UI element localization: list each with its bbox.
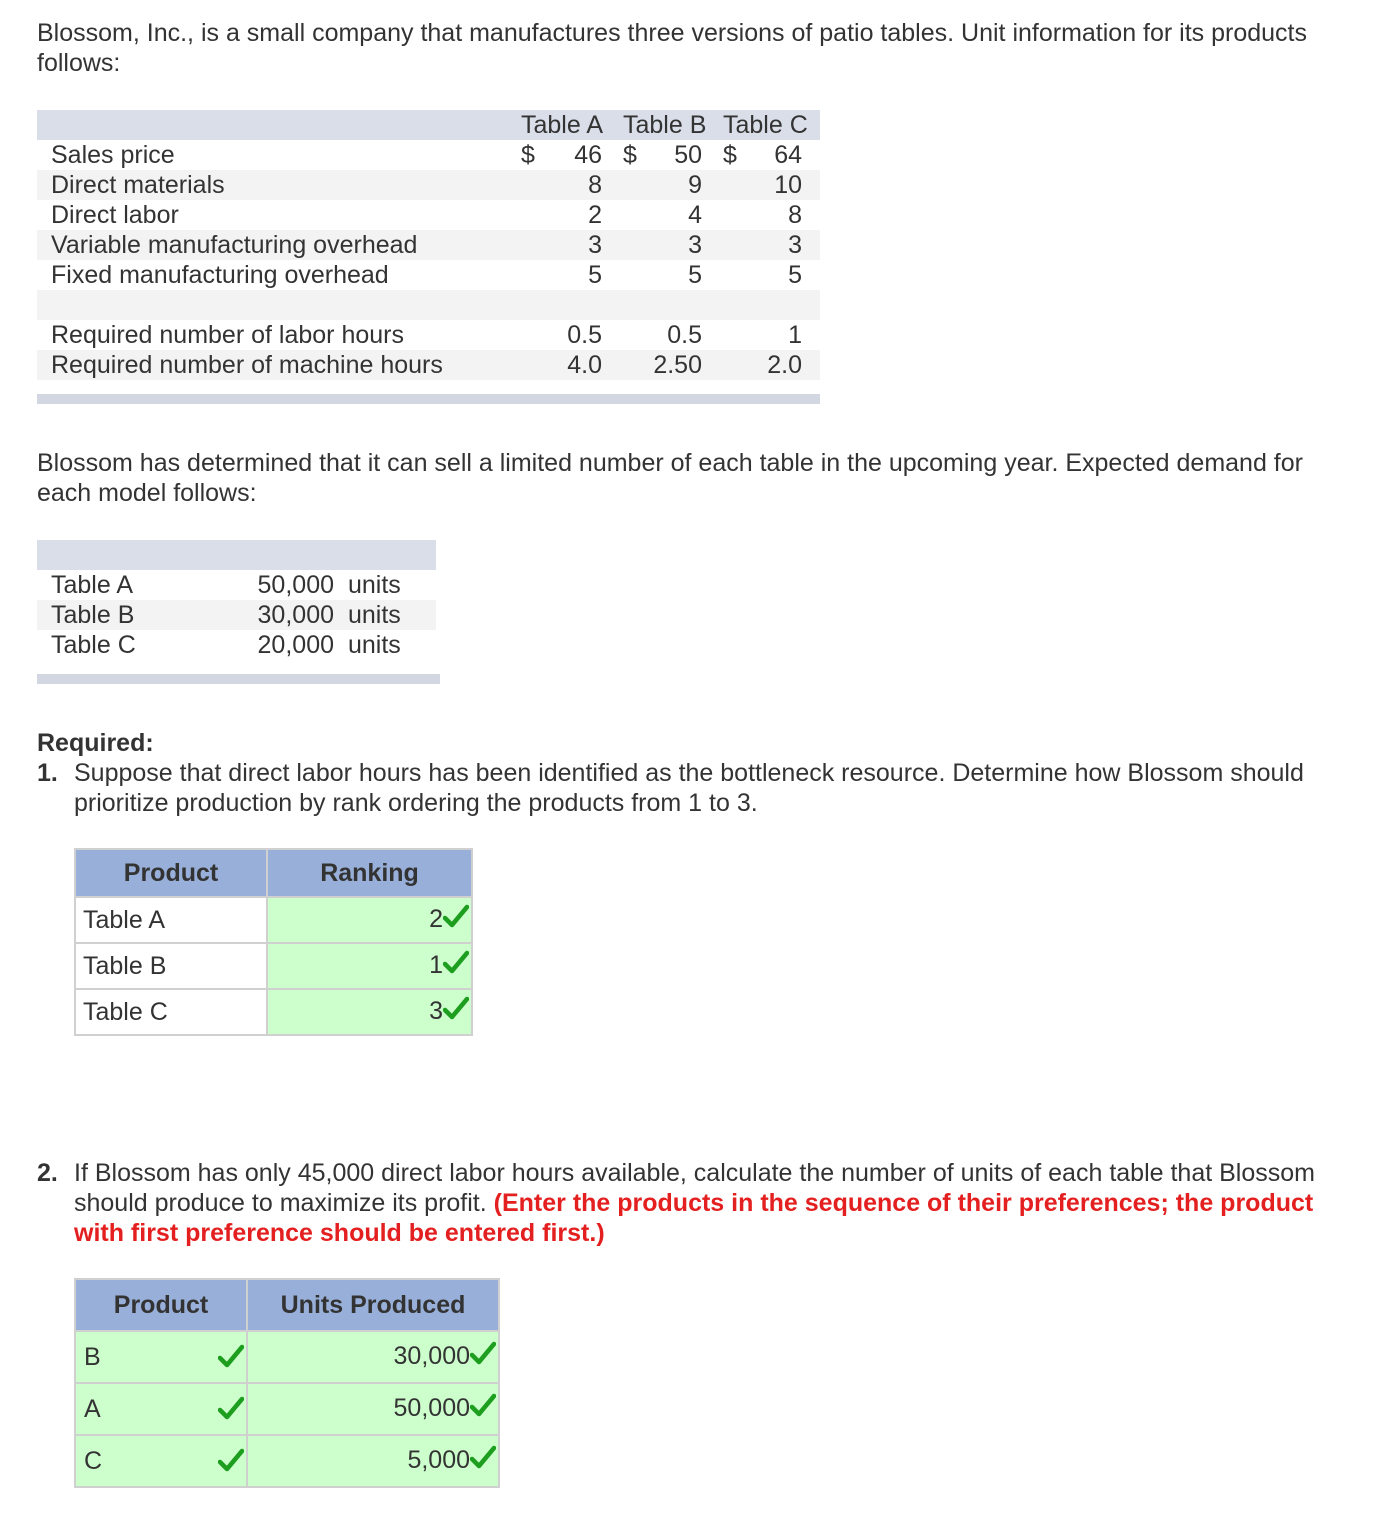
product-select[interactable] [75,1383,247,1435]
demand-table-header [37,540,436,570]
unit-info-table [37,110,820,404]
required-heading: Required: [37,729,154,757]
row-labor-hours [37,320,820,350]
row-label: Direct materials [51,171,225,199]
cell-value: 2 [588,201,602,229]
question-text: Suppose that direct labor hours has been identified as the bottleneck resource. Determine how Blossom should prioritize production by rank ordering the products from 1 to 3. [74,759,1304,817]
cell-value: 1 [788,321,802,349]
spacer-row [37,290,820,320]
table-row [75,1383,499,1435]
col-header-table-a: Table A [521,111,604,139]
product-value: B [84,1342,101,1371]
demand-row [37,600,436,630]
checkmark-icon [218,1396,244,1429]
question-text: If Blossom has only 45,000 direct labor hours available, calculate the number of units of each table that Blossom should produce to maximize its profit. [74,1159,1315,1217]
product-value: C [84,1446,103,1475]
product-label: Table A [83,905,166,934]
cell-value: 0.5 [567,321,602,349]
product-cell [75,989,267,1035]
checkmark-icon [470,1341,496,1374]
row-label: Required number of labor hours [51,321,404,349]
question-2 [37,1158,1327,1248]
col-header-table-c: Table C [723,111,808,139]
row-machine-hours [37,350,820,380]
cell-value: 5 [788,261,802,289]
cell-value: 5 [588,261,602,289]
demand-table [37,540,440,684]
product-value: A [84,1394,101,1423]
checkmark-icon [218,1448,244,1481]
units-input[interactable] [247,1331,499,1383]
cell-value: 2.0 [767,351,802,379]
ranking-input[interactable] [267,897,472,943]
demand-product: Table C [51,631,136,659]
units-value: 50,000 [393,1393,470,1422]
checkmark-icon [470,1393,496,1426]
checkmark-icon [443,950,469,983]
table-gap [37,660,440,674]
cell-value: 4 [688,201,702,229]
demand-row [37,630,440,660]
unit-table-header [37,110,820,140]
row-sales-price [37,140,820,170]
table-row [75,897,472,943]
row-label: Fixed manufacturing overhead [51,261,389,289]
checkmark-icon [443,996,469,1029]
product-select[interactable] [75,1331,247,1383]
units-input[interactable] [247,1435,499,1487]
cell-value: 4.0 [567,351,602,379]
cell-value: 10 [774,171,802,199]
ranking-table [74,848,473,1036]
intro-text: Blossom, Inc., is a small company that manufactures three versions of patio tables. Unit information for its products follows: [37,19,1308,77]
cell-value: 3 [788,231,802,259]
ranking-value: 3 [429,996,443,1025]
demand-unit: units [348,601,401,629]
ranking-value: 2 [429,904,443,933]
demand-qty: 20,000 [257,631,334,659]
dollar-sign: $ [723,141,737,169]
checkmark-icon [218,1344,244,1377]
question-text-block [74,1158,1327,1248]
col-header-table-b: Table B [623,111,707,139]
table-gap [37,380,820,394]
header-ranking: Ranking [267,849,472,897]
table-row [75,1435,499,1487]
row-direct-labor [37,200,820,230]
cell-value: 8 [788,201,802,229]
dollar-sign: $ [623,141,637,169]
table-row [75,989,472,1035]
cell-value: 46 [574,141,602,169]
units-produced-table [74,1278,500,1488]
header-product: Product [75,1279,247,1331]
table-row [75,943,472,989]
cell-value: 2.50 [653,351,702,379]
question-number: 2. [37,1159,58,1187]
units-input[interactable] [247,1383,499,1435]
cell-value: 8 [588,171,602,199]
table-bottom-rule [37,394,820,404]
product-cell [75,897,267,943]
checkmark-icon [470,1445,496,1478]
table-bottom-rule [37,674,440,684]
product-select[interactable] [75,1435,247,1487]
units-value: 5,000 [407,1445,470,1474]
units-value: 30,000 [393,1341,470,1370]
row-label: Variable manufacturing overhead [51,231,418,259]
row-label: Required number of machine hours [51,351,443,379]
row-variable-overhead [37,230,820,260]
demand-unit: units [348,571,401,599]
ranking-input[interactable] [267,989,472,1035]
header-units-produced: Units Produced [247,1279,499,1331]
question-number: 1. [37,759,58,787]
demand-product: Table B [51,601,135,629]
row-direct-materials [37,170,820,200]
table-row [75,1331,499,1383]
ranking-value: 1 [429,950,443,979]
instruction-text: (Enter the products in the sequence of their preferences; the product with first preference should be entered first.) [74,1189,1314,1247]
demand-qty: 50,000 [257,571,334,599]
demand-intro-text: Blossom has determined that it can sell a limited number of each table in the upcoming year. Expected demand for each model follows: [37,449,1303,507]
cell-value: 3 [688,231,702,259]
row-fixed-overhead [37,260,820,290]
row-label: Direct labor [51,201,179,229]
demand-qty: 30,000 [257,601,334,629]
cell-value: 5 [688,261,702,289]
ranking-input[interactable] [267,943,472,989]
header-product: Product [75,849,267,897]
cell-value: 0.5 [667,321,702,349]
demand-product: Table A [51,571,134,599]
product-label: Table C [83,997,168,1026]
cell-value: 64 [774,141,802,169]
demand-unit: units [348,631,401,659]
cell-value: 50 [674,141,702,169]
dollar-sign: $ [521,141,535,169]
cell-value: 9 [688,171,702,199]
question-1 [37,758,1327,818]
checkmark-icon [443,904,469,937]
product-cell [75,943,267,989]
product-label: Table B [83,951,167,980]
cell-value: 3 [588,231,602,259]
row-label: Sales price [51,141,175,169]
demand-row [37,570,440,600]
